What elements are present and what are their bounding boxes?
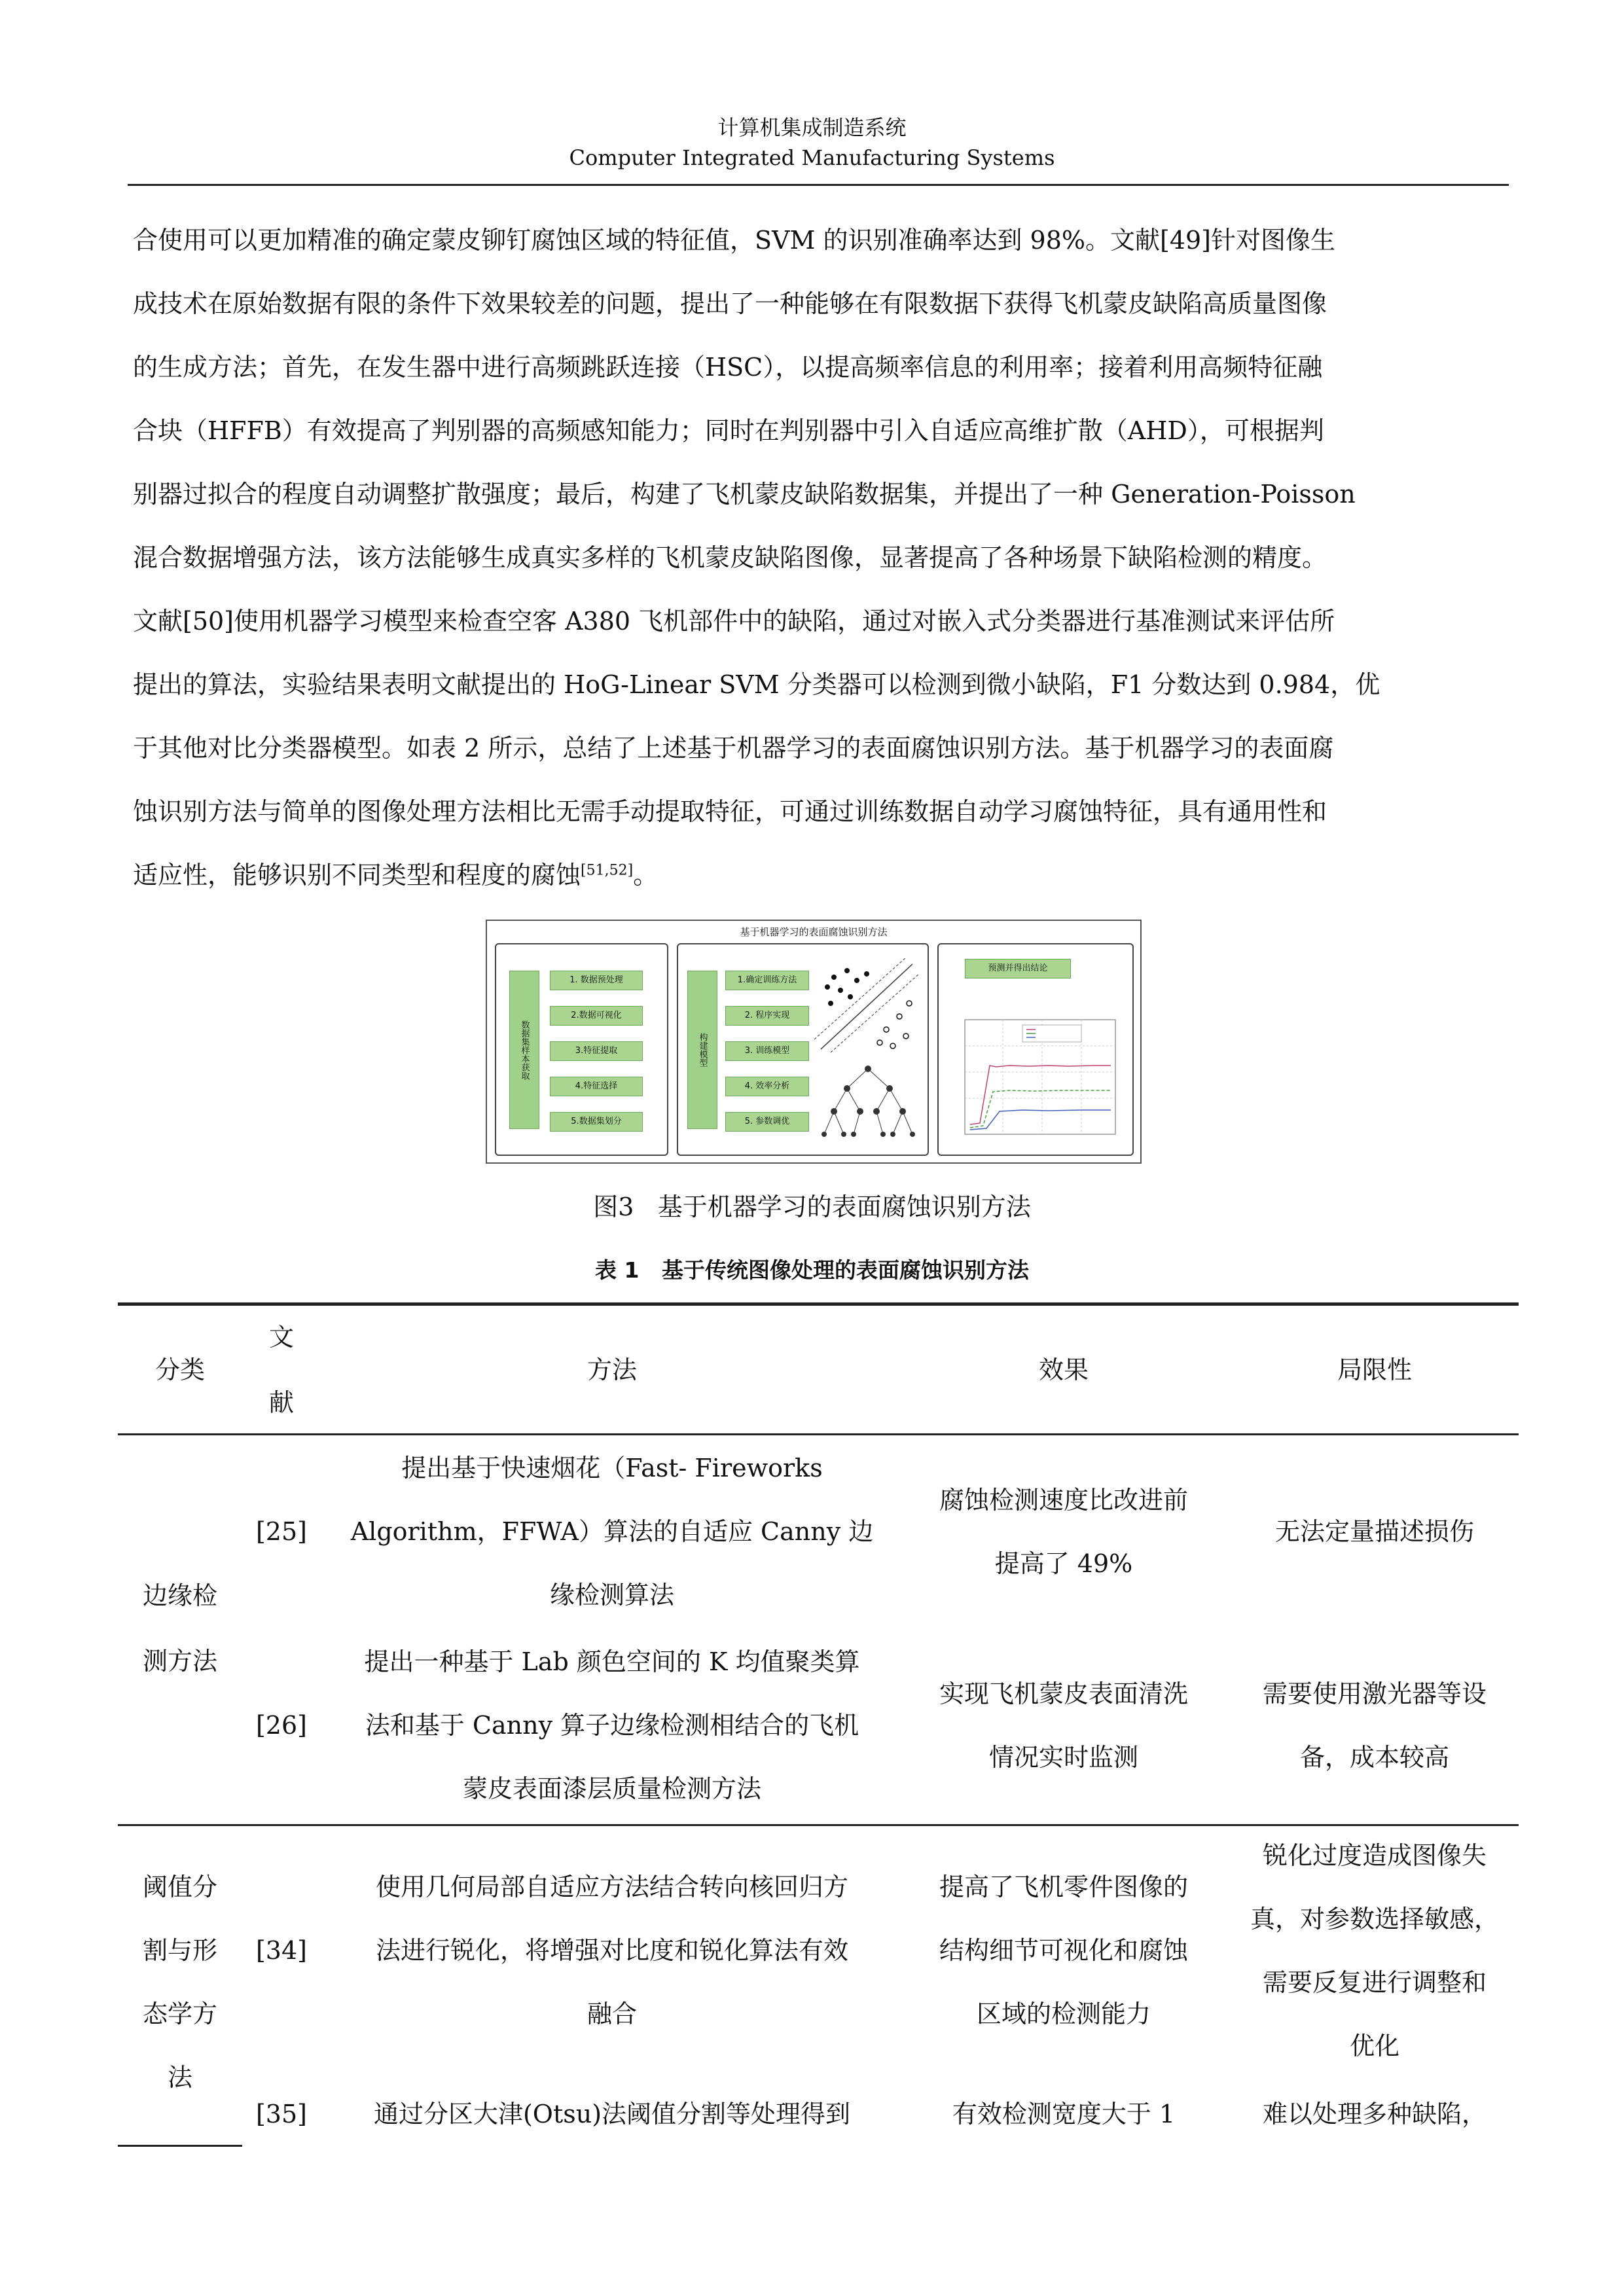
header-category: 分类 — [154, 1355, 205, 1384]
effect-cell: 实现飞机蒙皮表面清洗 — [939, 1679, 1188, 1708]
figure-caption — [0, 1187, 1624, 1223]
method-cell: 使用几何局部自适应方法结合转向核回归方 — [375, 1873, 848, 1901]
effect-cell: 区域的检测能力 — [976, 2000, 1151, 2028]
table-caption-number: 表 1 — [595, 1257, 640, 1283]
panel2-step: 2. 程序实现 — [725, 1006, 809, 1026]
panel2-step: 4. 效率分析 — [725, 1077, 809, 1096]
paragraph-end: 。 — [633, 861, 659, 889]
paragraph-line: 混合数据增强方法，该方法能够生成真实多样的飞机蒙皮缺陷图像，显著提高了各种场景下缺陷检测的精度。 — [133, 543, 1327, 572]
method-cell: 蒙皮表面漆层质量检测方法 — [462, 1774, 761, 1803]
limitation-cell: 优化 — [1349, 2032, 1399, 2060]
table-header-rule — [118, 1433, 1519, 1435]
prediction-chart-illustration — [950, 1013, 1122, 1147]
figure-panel-predict — [937, 943, 1134, 1156]
table-top-rule — [118, 1302, 1519, 1306]
paragraph-line: 别器过拟合的程度自动调整扩散强度；最后，构建了飞机蒙皮缺陷数据集，并提出了一种 Generation-Poisson — [133, 480, 1356, 509]
limitation-cell: 无法定量描述损伤 — [1274, 1517, 1474, 1546]
panel1-label: 数据集样本获取 — [509, 971, 539, 1129]
figure-panel-data — [495, 943, 668, 1156]
limitation-cell: 真，对参数选择敏感， — [1250, 1905, 1499, 1933]
effect-cell: 有效检测宽度大于 1 — [952, 2100, 1176, 2128]
panel1-step: 4.特征选择 — [550, 1077, 643, 1096]
panel3-label: 预测并得出结论 — [965, 959, 1071, 978]
paragraph-text: 适应性，能够识别不同类型和程度的腐蚀 — [133, 861, 581, 889]
method-cell: 提出基于快速烟花（Fast- Fireworks — [401, 1454, 823, 1482]
panel2-step: 5. 参数调优 — [725, 1112, 809, 1132]
category-cell: 边缘检 — [142, 1581, 217, 1610]
journal-title-cn: 计算机集成制造系统 — [717, 115, 907, 140]
ref-cell: [35] — [255, 2100, 307, 2128]
paragraph-line-last — [133, 863, 658, 888]
method-cell: 缘检测算法 — [549, 1581, 674, 1609]
limitation-cell: 需要使用激光器等设 — [1262, 1679, 1487, 1708]
category-cell: 测方法 — [142, 1647, 217, 1676]
panel2-step: 1.确定训练方法 — [725, 971, 809, 990]
limitation-cell: 锐化过度造成图像失 — [1262, 1841, 1487, 1870]
method-cell: 融合 — [586, 2000, 637, 2028]
ref-cell: [34] — [255, 1936, 307, 1965]
ref-cell: [26] — [255, 1711, 307, 1740]
paragraph-line: 的生成方法；首先，在发生器中进行高频跳跃连接（HSC），以提高频率信息的利用率；接着利用高频特征融 — [133, 353, 1323, 382]
panel2-step: 3. 训练模型 — [725, 1041, 809, 1061]
effect-cell: 提高了 49% — [994, 1549, 1133, 1578]
header-rule — [128, 184, 1509, 186]
figure-3 — [486, 920, 1142, 1164]
method-cell: 法进行锐化，将增强对比度和锐化算法有效 — [375, 1936, 848, 1965]
citation-superscript: [51,52] — [581, 862, 634, 879]
method-cell: 法和基于 Canny 算子边缘检测相结合的飞机 — [365, 1711, 859, 1740]
table-caption — [0, 1253, 1624, 1284]
paragraph-line: 蚀识别方法与简单的图像处理方法相比无需手动提取特征，可通过训练数据自动学习腐蚀特征，具有通用性和 — [133, 797, 1327, 826]
panel2-label: 构建模型 — [687, 971, 717, 1129]
figure-caption-number: 图3 — [593, 1193, 634, 1221]
journal-title-en: Computer Integrated Manufacturing Systems — [569, 145, 1055, 170]
category-cell: 割与形 — [142, 1936, 217, 1965]
effect-cell: 腐蚀检测速度比改进前 — [939, 1486, 1188, 1515]
method-cell: 提出一种基于 Lab 颜色空间的 K 均值聚类算 — [364, 1647, 860, 1676]
method-cell: 通过分区大津(Otsu)法阈值分割等处理得到 — [373, 2100, 851, 2128]
limitation-cell: 难以处理多种缺陷， — [1262, 2100, 1487, 2128]
table-caption-text: 基于传统图像处理的表面腐蚀识别方法 — [661, 1257, 1029, 1283]
limitation-cell: 备，成本较高 — [1299, 1743, 1449, 1772]
header-ref-line1: 文 — [268, 1323, 294, 1352]
ref-cell: [25] — [255, 1517, 307, 1546]
paragraph-line: 提出的算法，实验结果表明文献提出的 HoG-Linear SVM 分类器可以检测到微小缺陷，F1 分数达到 0.984，优 — [133, 670, 1380, 699]
tree-network-illustration — [814, 1059, 922, 1151]
table-partial-rule — [118, 2145, 242, 2147]
paragraph-line: 合使用可以更加精准的确定蒙皮铆钉腐蚀区域的特征值，SVM 的识别准确率达到 98%。文献[49]针对图像生 — [133, 226, 1336, 255]
panel1-step: 1. 数据预处理 — [550, 971, 643, 990]
panel1-step: 2.数据可视化 — [550, 1006, 643, 1026]
method-cell: Algorithm，FFWA）算法的自适应 Canny 边 — [350, 1517, 874, 1546]
category-cell: 法 — [167, 2063, 192, 2092]
header-ref-line2: 献 — [268, 1388, 294, 1417]
effect-cell: 提高了飞机零件图像的 — [939, 1873, 1188, 1901]
category-cell: 态学方 — [142, 2000, 217, 2028]
paragraph-line: 成技术在原始数据有限的条件下效果较差的问题，提出了一种能够在有限数据下获得飞机蒙皮缺陷高质量图像 — [133, 289, 1327, 318]
header-effect: 效果 — [1038, 1355, 1089, 1384]
panel1-step: 3.特征提取 — [550, 1041, 643, 1061]
panel1-step: 5.数据集划分 — [550, 1112, 643, 1132]
paragraph-line: 文献[50]使用机器学习模型来检查空客 A380 飞机部件中的缺陷，通过对嵌入式分类器进行基准测试来评估所 — [133, 607, 1335, 636]
svm-scatter-illustration — [814, 958, 922, 1056]
limitation-cell: 需要反复进行调整和 — [1262, 1968, 1487, 1997]
effect-cell: 结构细节可视化和腐蚀 — [939, 1936, 1188, 1965]
figure-inner-title: 基于机器学习的表面腐蚀识别方法 — [740, 926, 888, 938]
paragraph-line: 于其他对比分类器模型。如表 2 所示，总结了上述基于机器学习的表面腐蚀识别方法。基于机器学习的表面腐 — [133, 734, 1334, 762]
category-cell: 阈值分 — [142, 1873, 217, 1901]
paragraph-line: 合块（HFFB）有效提高了判别器的高频感知能力；同时在判别器中引入自适应高维扩散（AHD），可根据判 — [133, 416, 1324, 445]
header-limitation: 局限性 — [1337, 1355, 1412, 1384]
header-method: 方法 — [586, 1355, 637, 1384]
figure-caption-text: 基于机器学习的表面腐蚀识别方法 — [657, 1193, 1031, 1221]
figure-panel-model — [677, 943, 929, 1156]
effect-cell: 情况实时监测 — [988, 1743, 1138, 1772]
